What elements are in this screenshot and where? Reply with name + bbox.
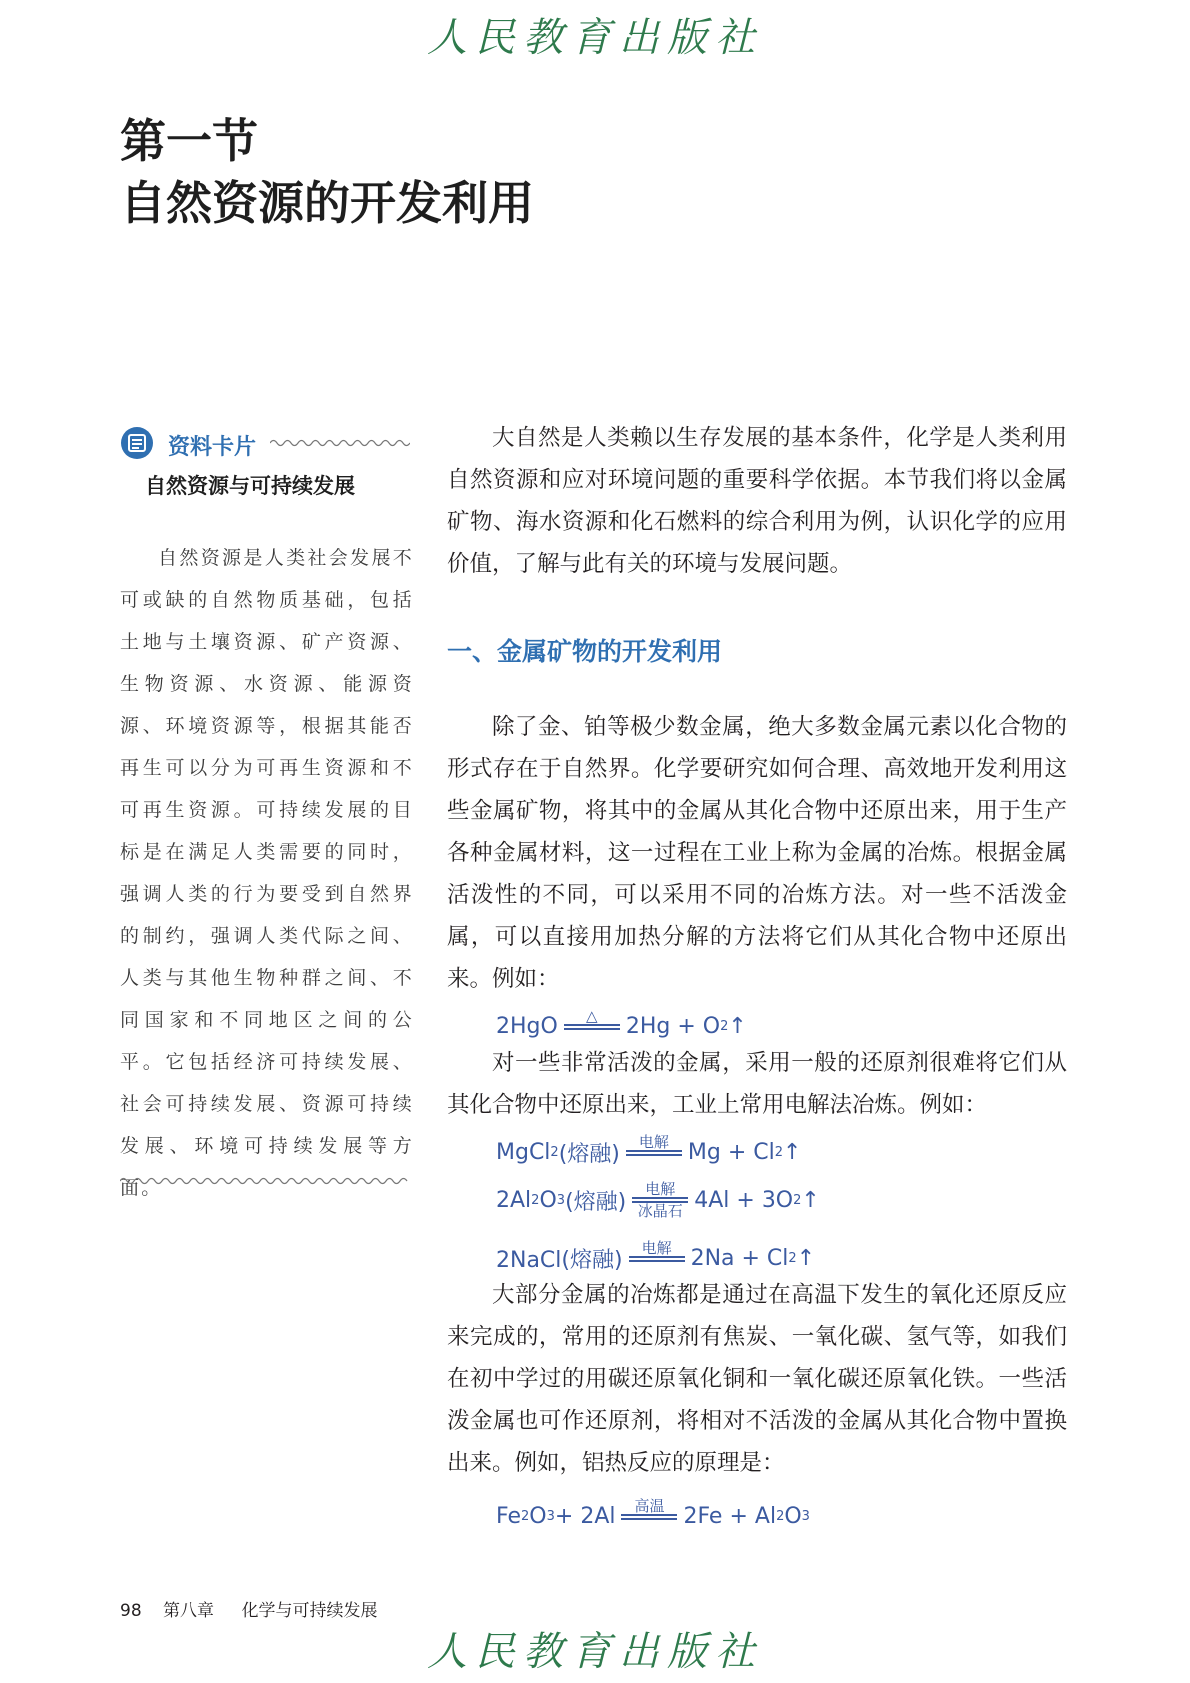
eq-left-state: (熔融) — [558, 1141, 620, 1167]
reaction-arrow — [621, 1498, 677, 1520]
chapter-title: 化学与可持续发展 — [241, 1601, 378, 1621]
eq-left: 2Al — [496, 1187, 532, 1213]
publisher-logo-top: 人民教育出版社 — [427, 15, 763, 61]
intro-paragraph: 大自然是人类赖以生存发展的基本条件，化学是人类利用自然资源和应对环境问题的重要科学依据。本节我们将以金属矿物、海水资源和化石燃料的综合利用为例，认识化学的应用价值，了解与此有关的环境与发展问题。 — [447, 425, 1067, 577]
paragraph-3: 大部分金属的冶炼都是通过在高温下发生的氧化还原反应来完成的，常用的还原剂有焦炭、一氧化碳、氢气等，如我们在初中学过的用碳还原氧化铜和一氧化碳还原氧化铁。一些活泼金属也可作还原剂，将相对不活泼的金属从其化合物中置换出来。例如，铝热反应的原理是： — [447, 1282, 1067, 1476]
subscript: 2 — [776, 1508, 785, 1524]
eq-left: Fe — [496, 1503, 521, 1529]
page-footer — [120, 1596, 377, 1621]
eq-left: 2NaCl(熔融) — [496, 1247, 623, 1273]
paragraph-1: 除了金、铂等极少数金属，绝大多数金属元素以化合物的形式存在于自然界。化学要研究如何合理、高效地开发利用这些金属矿物，将其中的金属从其化合物中还原出来，用于生产各种金属材料，这一过程在工业上称为金属的冶炼。根据金属活泼性的不同，可以采用不同的冶炼方法。对一些不活泼金属，可以直接用加热分解的方法将它们从其化合物中还原出来。例如： — [447, 714, 1067, 992]
subscript: 2 — [720, 1018, 729, 1034]
reaction-arrow — [626, 1134, 682, 1156]
subscript: 2 — [521, 1508, 530, 1524]
eq-right: 2Fe + Al — [683, 1503, 777, 1529]
eq-right: 2Na + Cl — [690, 1245, 789, 1271]
section-heading: 一、金属矿物的开发利用 — [447, 637, 723, 666]
section-number: 第一节 — [120, 114, 258, 168]
eq-right: Mg + Cl — [687, 1139, 775, 1165]
eq-left: MgCl — [496, 1139, 551, 1165]
equation-5 — [496, 1494, 810, 1538]
subscript: 3 — [556, 1192, 566, 1208]
card-label: 资料卡片 — [168, 435, 257, 460]
subscript: 3 — [801, 1508, 810, 1524]
card-header — [120, 422, 410, 462]
paragraph-2: 对一些非常活泼的金属，采用一般的还原剂很难将它们从其化合物中还原出来，工业上常用电解法冶炼。例如： — [447, 1050, 1067, 1118]
reaction-arrow — [564, 1008, 620, 1030]
card-title: 自然资源与可持续发展 — [145, 474, 355, 498]
wavy-divider-bottom — [120, 1176, 412, 1186]
condition-top: 电解 — [645, 1180, 676, 1198]
eq-left: 2HgO — [496, 1013, 558, 1039]
equation-3 — [496, 1178, 820, 1222]
subscript: 3 — [546, 1508, 555, 1524]
page-number: 98 — [120, 1601, 142, 1621]
eq-right: 4Al + 3O — [694, 1187, 794, 1213]
wavy-divider — [270, 438, 410, 448]
gas-arrow: ↑ — [796, 1245, 816, 1271]
section-title: 自然资源的开发利用 — [120, 176, 534, 230]
equation-2 — [496, 1130, 801, 1174]
gas-arrow: ↑ — [728, 1013, 747, 1039]
eq-right-part: O — [784, 1503, 802, 1529]
condition-top: 电解 — [638, 1133, 669, 1151]
eq-right: 2Hg + O — [625, 1013, 721, 1039]
subscript: 2 — [788, 1250, 797, 1266]
publisher-logo-bottom: 人民教育出版社 — [427, 1629, 763, 1675]
subscript: 2 — [550, 1144, 559, 1160]
reaction-arrow — [629, 1240, 685, 1262]
eq-left-state: (熔融) — [565, 1189, 627, 1215]
eq-left-part: O — [539, 1187, 557, 1213]
reaction-arrow — [632, 1181, 688, 1219]
subscript: 2 — [774, 1144, 783, 1160]
eq-left-part: + 2Al — [554, 1503, 616, 1529]
condition-top: 电解 — [641, 1239, 672, 1257]
condition-top: 高温 — [634, 1497, 665, 1515]
subscript: 2 — [793, 1192, 802, 1208]
card-text: 自然资源是人类社会发展不可或缺的自然物质基础，包括土地与土壤资源、矿产资源、生物资源、水资源、能源资源、环境资源等，根据其能否再生可以分为可再生资源和不可再生资源。可持续发展的目标是在满足人类需要的同时，强调人类的行为要受到自然界的制约，强调人类代际之间、人类与其他生物种群之间、不同国家和不同地区之间的公平。它包括经济可持续发展、社会可持续发展、资源可持续发展、环境可持续发展等方面。 — [120, 547, 414, 1199]
condition-top: △ — [586, 1007, 598, 1025]
gas-arrow: ↑ — [801, 1187, 820, 1213]
gas-arrow: ↑ — [783, 1139, 802, 1165]
eq-left-part: O — [529, 1503, 547, 1529]
chapter-number: 第八章 — [163, 1601, 215, 1621]
document-icon — [120, 426, 154, 460]
condition-bottom: 冰晶石 — [637, 1202, 683, 1220]
subscript: 2 — [531, 1192, 540, 1208]
